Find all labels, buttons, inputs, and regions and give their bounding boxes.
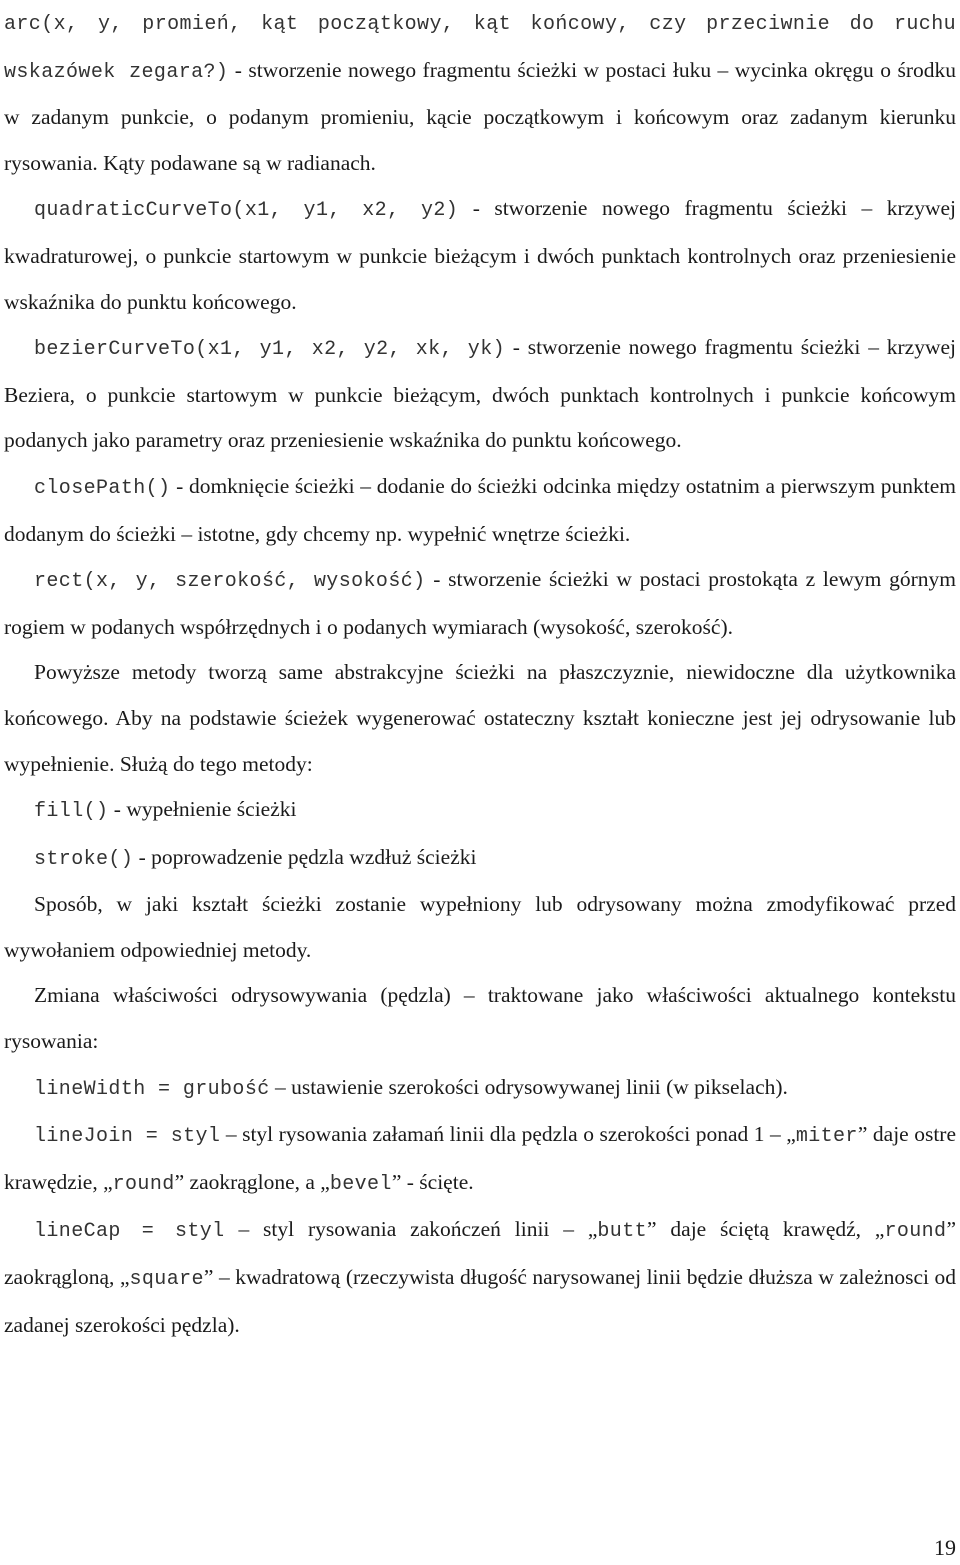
paragraph-stroke: [4, 835, 956, 883]
text-linejoin-1: – styl rysowania załamań linii dla pędzla o szerokości ponad 1 – „: [220, 1122, 796, 1147]
code-fill: fill(): [34, 800, 109, 824]
text-closepath: - domknięcie ścieżki – dodanie do ścieżki odcinka między ostatnim a pierwszym punktem dodanym do ścieżki – istotne, gdy chcemy np. wypełnić wnętrze ścieżki.: [4, 473, 956, 546]
code-stroke: stroke(): [34, 847, 134, 871]
text-quadratic: - stworzenie nowego fragmentu ścieżki – krzywej kwadraturowej, o punkcie startowym w punkcie bieżącym i dwóch punktach kontrolnych oraz przeniesienie wskaźnika do punktu końcowego.: [4, 196, 956, 314]
text-linecap-4: ” – kwadratową (rzeczywista długość narysowanej linii będzie dłuższa w zależnosci od zadanej szerokości pędzla).: [4, 1265, 956, 1337]
code-miter: miter: [795, 1125, 858, 1149]
text-stroke: - poprowadzenie pędzla wzdłuż ścieżki: [133, 844, 477, 869]
paragraph-modify: Sposób, w jaki kształt ścieżki zostanie wypełniony lub odrysowany można zmodyfikować przed wywołaniem odpowiedniej metody.: [4, 892, 956, 962]
code-square: square: [129, 1268, 204, 1292]
text-linejoin-2: ” daje ostre krawędzie, „: [4, 1122, 957, 1194]
paragraph-bezier: [4, 325, 956, 464]
code-linecap: lineCap = styl: [34, 1220, 225, 1244]
text-linecap-2: ” daje ściętą krawędź, „: [647, 1217, 885, 1242]
text-linecap-3: ” zaokrągloną, „: [4, 1217, 956, 1290]
code-bezier: bezierCurveTo(x1, y1, x2, y2, xk, yk): [34, 338, 505, 362]
text-linewidth: – ustawienie szerokości odrysowywanej linii (w pikselach).: [269, 1074, 788, 1099]
text-arc: - stworzenie nowego fragmentu ścieżki w postaci łuku – wycinka okręgu o środku w zadanym punkcie, o podanym promieniu, kącie początkowym i końcowym oraz zadanym kierunku rysowania. Kąty podawane są w radianach.: [4, 57, 956, 175]
paragraph-intro-paths: Powyższe metody tworzą same abstrakcyjne ścieżki na płaszczyznie, niewidoczne dla użytkownika końcowego. Aby na podstawie ścieżek wygenerować ostateczny kształt konieczne jest jej odrysowanie lub wypełnienie. Służą do tego metody:: [4, 660, 956, 776]
page-number: 19: [934, 1535, 956, 1560]
paragraph-linejoin: [4, 1112, 956, 1207]
paragraph-fill: [4, 787, 956, 835]
code-linewidth: lineWidth = grubość: [34, 1077, 270, 1101]
code-round-cap: round: [884, 1220, 947, 1244]
code-round: round: [112, 1172, 175, 1196]
paragraph-rect: [4, 557, 956, 650]
code-quadratic: quadraticCurveTo(x1, y1, x2, y2): [34, 199, 459, 223]
document-page: [4, 0, 956, 1348]
code-arc: arc(x, y, promień, kąt początkowy, kąt końcowy, czy przeciwnie do ruchu wskazówek zegara?): [4, 13, 956, 84]
paragraph-quadratic: [4, 186, 956, 325]
code-linejoin: lineJoin = styl: [34, 1125, 221, 1149]
paragraph-linewidth: [4, 1065, 956, 1113]
code-butt: butt: [597, 1220, 647, 1244]
text-linejoin-3: ” zaokrąglone, a „: [174, 1169, 330, 1194]
text-fill: - wypełnienie ścieżki: [108, 797, 297, 822]
text-linejoin-4: ” - ścięte.: [391, 1169, 474, 1194]
text-rect: - stworzenie ścieżki w postaci prostokąta z lewym górnym rogiem w podanych współrzędnych i o podanych wymiarach (wysokość, szerokość).: [4, 567, 956, 639]
code-rect: rect(x, y, szerokość, wysokość): [34, 570, 426, 594]
paragraph-arc: [4, 0, 956, 186]
text-linecap-1: – styl rysowania zakończeń linii – „: [224, 1217, 598, 1242]
text-bezier: - stworzenie nowego fragmentu ścieżki – krzywej Beziera, o punkcie startowym w punkcie bieżącym, dwóch punktach kontrolnych i punkcie końcowym podanych jako parametry oraz przeniesienie wskaźnika do punktu końcowego.: [4, 335, 956, 453]
paragraph-brush-intro: Zmiana właściwości odrysowywania (pędzla) – traktowane jako właściwości aktualnego kontekstu rysowania:: [4, 983, 956, 1054]
paragraph-linecap: [4, 1207, 956, 1348]
paragraph-closepath: [4, 464, 956, 557]
code-closepath: closePath(): [34, 476, 171, 500]
code-bevel: bevel: [329, 1172, 392, 1196]
